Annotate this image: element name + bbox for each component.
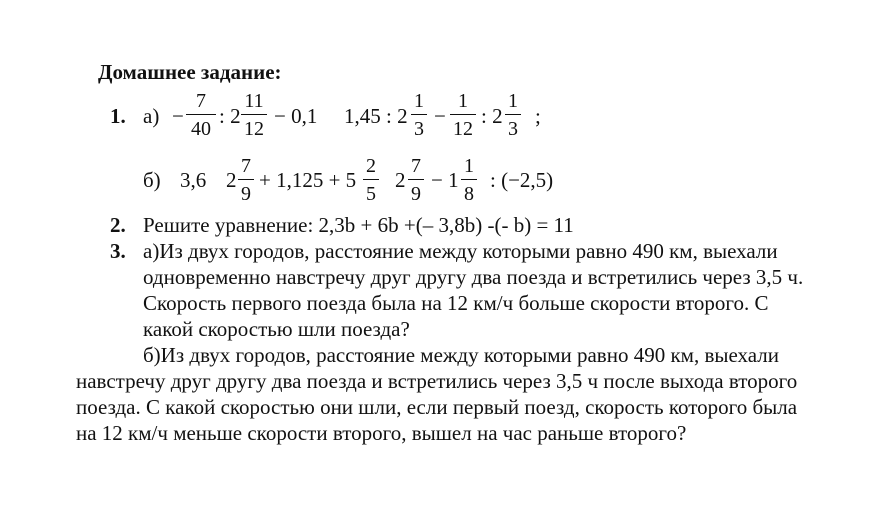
denominator: 9 [411,183,421,205]
denominator: 40 [191,118,211,140]
numerator: 2 [366,155,376,177]
task-3b-line: навстречу друг другу два поезда и встретились через 3,5 ч после выхода второго [76,369,798,393]
fraction-bar [186,114,216,115]
homework-title: Домашнее задание: [98,60,282,84]
denominator: 12 [244,118,264,140]
minus-sign: − [434,104,446,128]
fraction-bar [238,179,254,180]
fraction-1-8 [461,156,477,204]
fraction-11-12 [241,91,267,139]
numerator: 7 [196,90,206,112]
fraction-bar [241,114,267,115]
fraction-2-5 [363,156,379,204]
fraction-1-3 [411,91,427,139]
fraction-7-40 [186,91,216,139]
minus-whole: − 1 [431,168,459,192]
task-2-text: Решите уравнение: 2,3b + 6b +(– 3,8b) -(- b) = 11 [143,213,574,237]
denominator: 5 [366,183,376,205]
fraction-bar [363,179,379,180]
task-1a-label: а) [143,104,160,128]
numerator: 1 [464,155,474,177]
denominator: 12 [453,118,473,140]
whole-part: 2 [395,168,406,192]
decimal-colon-whole: 1,45 : 2 [344,104,408,128]
fraction-bar [411,114,427,115]
numerator: 7 [411,155,421,177]
task-3b-line: поезда. С какой скоростью они шли, если первый поезд, скорость которого была [76,395,798,419]
semicolon: ; [535,104,541,128]
fraction-bar [461,179,477,180]
denominator: 3 [508,118,518,140]
fraction-7-9 [238,156,254,204]
task-3b-line: на 12 км/ч меньше скорости второго, вышел на час раньше второго? [76,421,687,445]
task-3b-line: б)Из двух городов, расстояние между которыми равно 490 км, выехали [143,343,779,367]
whole-part: 2 [226,168,237,192]
fraction-1-12 [450,91,476,139]
minus-decimal: − 0,1 [274,104,318,128]
colon-whole: : 2 [219,104,241,128]
decimal-3-6: 3,6 [180,168,207,192]
task-3a-line: одновременно навстречу друг другу два поезда и встретились через 3,5 ч. [143,265,804,289]
plus-terms: + 1,125 + 5 [259,168,357,192]
fraction-bar [450,114,476,115]
fraction-1-3 [505,91,521,139]
colon-whole: : 2 [481,104,503,128]
denominator: 9 [241,183,251,205]
task-1b-label: б) [143,168,161,192]
numerator: 1 [458,90,468,112]
fraction-bar [408,179,424,180]
numerator: 11 [244,90,264,112]
numerator: 1 [508,90,518,112]
fraction-bar [505,114,521,115]
minus-sign: − [172,104,184,128]
task-3a-line: какой скоростью шли поезда? [143,317,410,341]
task-3a-line: а)Из двух городов, расстояние между которыми равно 490 км, выехали [143,239,778,263]
task-3-number: 3. [110,239,126,263]
divide-negative: : (−2,5) [490,168,554,192]
task-3a-line: Скорость первого поезда была на 12 км/ч больше скорости второго. С [143,291,769,315]
task-2-number: 2. [110,213,126,237]
task-1-number: 1. [110,104,126,128]
denominator: 3 [414,118,424,140]
numerator: 7 [241,155,251,177]
numerator: 1 [414,90,424,112]
fraction-7-9 [408,156,424,204]
denominator: 8 [464,183,474,205]
